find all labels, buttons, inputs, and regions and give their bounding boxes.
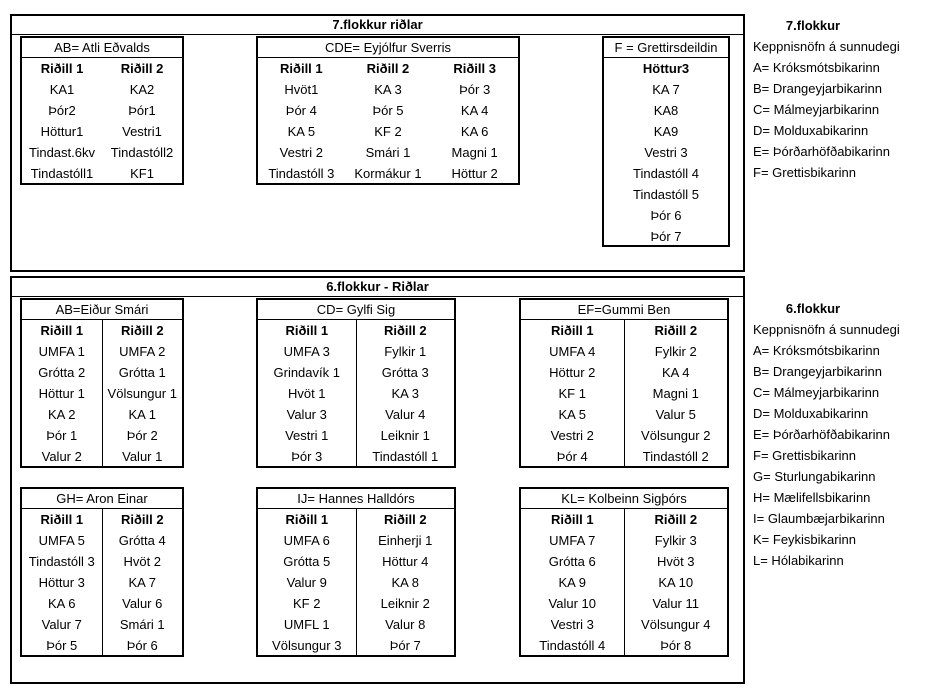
table-row [604, 163, 728, 184]
header-row [521, 509, 727, 530]
table-row [258, 635, 454, 656]
table-row [521, 593, 727, 614]
table-row [604, 121, 728, 142]
team-cell: Valur 5 [655, 407, 696, 422]
team-cell: Þór2 [48, 103, 76, 118]
group-title: F = Grettirsdeildin [604, 38, 728, 58]
team-cell: Valur 11 [652, 596, 699, 611]
team-cell: KF 1 [521, 383, 624, 404]
team-cell: KA 5 [287, 124, 316, 139]
table-row [521, 614, 727, 635]
group-table [22, 509, 182, 656]
table-row [258, 425, 454, 446]
group-title: GH= Aron Einar [22, 489, 182, 509]
team-cell: Grótta 5 [258, 551, 356, 572]
group-title: IJ= Hannes Halldórs [258, 489, 454, 509]
group-title: CD= Gylfi Sig [258, 300, 454, 320]
team-cell: Tindastóll 4 [521, 635, 624, 656]
team-cell: Þór 4 [285, 103, 317, 118]
team-cell: Völsungur 1 [107, 386, 177, 401]
team-cell: Fylkir 1 [384, 344, 427, 359]
column-header: Höttur3 [642, 61, 690, 76]
team-cell: UMFA 6 [258, 530, 356, 551]
team-cell: KA 4 [460, 103, 489, 118]
team-cell: UMFL 1 [258, 614, 356, 635]
team-cell: Valur 10 [521, 593, 624, 614]
group-table [521, 509, 727, 656]
table-row [22, 100, 182, 121]
group-title: KL= Kolbeinn Sigþórs [521, 489, 727, 509]
group-table [258, 320, 454, 467]
legend-7-flokkur [753, 15, 931, 183]
team-cell: KA 5 [521, 404, 624, 425]
team-cell: Grótta 1 [118, 365, 166, 380]
column-header: Riðill 1 [521, 320, 624, 341]
table-row [22, 163, 182, 184]
group-ab-6 [20, 298, 184, 468]
team-cell: UMFA 1 [22, 341, 102, 362]
column-header: Riðill 1 [258, 320, 356, 341]
table-row [22, 121, 182, 142]
team-cell: Valur 7 [22, 614, 102, 635]
table-row [22, 551, 182, 572]
team-cell: Tindast.6kv [29, 145, 95, 160]
team-cell: Völsungur 2 [641, 428, 711, 443]
table-row [22, 530, 182, 551]
team-cell: Tindastóll 5 [633, 187, 699, 202]
team-cell: KA 7 [652, 82, 680, 97]
table-row [521, 530, 727, 551]
table-row [258, 163, 518, 184]
team-cell: Tindastóll 1 [372, 449, 439, 464]
table-row [258, 572, 454, 593]
team-cell: Fylkir 3 [654, 533, 697, 548]
team-cell: Vestri 3 [521, 614, 624, 635]
group-table [22, 320, 182, 467]
legend-item: B= Drangeyjarbikarinn [753, 81, 882, 96]
team-cell: Grótta 4 [118, 533, 166, 548]
table-row [258, 383, 454, 404]
legend-item: Keppnisnöfn á sunnudegi [753, 322, 900, 337]
legend-item: L= Hólabikarinn [753, 553, 844, 568]
team-cell: Vestri 2 [279, 145, 323, 160]
group-cd-6 [256, 298, 456, 468]
team-cell: Valur 9 [258, 572, 356, 593]
team-cell: UMFA 3 [258, 341, 356, 362]
group-f-7 [602, 36, 730, 247]
table-row [22, 362, 182, 383]
table-row [22, 404, 182, 425]
team-cell: Smári 1 [365, 145, 411, 160]
table-row [521, 635, 727, 656]
table-row [22, 614, 182, 635]
team-cell: Hvöt1 [284, 82, 319, 97]
team-cell: Grótta 2 [22, 362, 102, 383]
header-row [22, 509, 182, 530]
group-gh-6 [20, 487, 184, 657]
table-row [521, 425, 727, 446]
legend-item: H= Mælifellsbikarinn [753, 490, 871, 505]
table-row [22, 79, 182, 100]
table-row [521, 572, 727, 593]
team-cell: KA 10 [658, 575, 694, 590]
table-row [521, 551, 727, 572]
team-cell: KA1 [49, 82, 75, 97]
legend-item: D= Molduxabikarinn [753, 123, 869, 138]
team-cell: Leiknir 2 [380, 596, 430, 611]
team-cell: Þór 7 [389, 638, 421, 653]
table-row [22, 383, 182, 404]
team-cell: Einherji 1 [378, 533, 433, 548]
team-cell: Þór 6 [126, 638, 158, 653]
group-title: CDE= Eyjólfur Sverris [258, 38, 518, 58]
team-cell: Tindastóll2 [110, 145, 174, 160]
team-cell: KA 9 [521, 572, 624, 593]
team-cell: KA2 [129, 82, 155, 97]
table-row [521, 383, 727, 404]
group-title: AB=Eiður Smári [22, 300, 182, 320]
table-row [22, 446, 182, 467]
team-cell: Tindastóll 3 [268, 166, 335, 181]
table-row [22, 635, 182, 656]
group-title: AB= Atli Eðvalds [22, 38, 182, 58]
table-row [258, 551, 454, 572]
column-header: Riðill 1 [521, 509, 624, 530]
group-table [521, 320, 727, 467]
team-cell: Þór 7 [650, 229, 682, 244]
table-row [22, 341, 182, 362]
team-cell: Þór 5 [372, 103, 404, 118]
team-cell: KA9 [653, 124, 679, 139]
team-cell: Þór 3 [459, 82, 491, 97]
legend-title: 6.flokkur [785, 301, 841, 316]
table-row [258, 404, 454, 425]
team-cell: Völsungur 3 [258, 635, 356, 656]
table-row [521, 404, 727, 425]
team-cell: Fylkir 2 [654, 344, 697, 359]
team-cell: KA 3 [391, 386, 419, 401]
legend-item: A= Króksmótsbikarinn [753, 60, 880, 75]
legend-item: C= Málmeyjarbikarinn [753, 385, 880, 400]
team-cell: Þór 3 [258, 446, 356, 467]
team-cell: Vestri 2 [521, 425, 624, 446]
team-cell: KA 1 [128, 407, 156, 422]
table-row [258, 341, 454, 362]
column-header: Riðill 1 [22, 320, 102, 341]
team-cell: KA 3 [374, 82, 402, 97]
table-row [258, 593, 454, 614]
table-row [258, 142, 518, 163]
team-cell: KF 2 [374, 124, 402, 139]
team-cell: Höttur1 [40, 124, 84, 139]
column-header: Riðill 3 [453, 61, 496, 76]
team-cell: Valur 3 [258, 404, 356, 425]
team-cell: Tindastóll 4 [633, 166, 699, 181]
table-row [258, 121, 518, 142]
team-cell: UMFA 4 [521, 341, 624, 362]
team-cell: Grótta 6 [521, 551, 624, 572]
table-row [258, 446, 454, 467]
table-row [258, 530, 454, 551]
header-row [258, 320, 454, 341]
team-cell: Valur 6 [122, 596, 163, 611]
group-title: EF=Gummi Ben [521, 300, 727, 320]
legend-item: B= Drangeyjarbikarinn [753, 364, 882, 379]
team-cell: Tindastóll 2 [642, 449, 709, 464]
team-cell: Völsungur 4 [641, 617, 711, 632]
team-cell: KA 7 [128, 575, 156, 590]
column-header: Riðill 1 [258, 509, 356, 530]
table-row [22, 425, 182, 446]
team-cell: KA 4 [662, 365, 690, 380]
team-cell: Höttur 4 [382, 554, 429, 569]
legend-item: E= Þórðarhöfðabikarinn [753, 144, 890, 159]
team-cell: Smári 1 [119, 617, 165, 632]
group-cde-7 [256, 36, 520, 185]
team-cell: KA 2 [22, 404, 102, 425]
header-row [22, 58, 182, 79]
section-6-title: 6.flokkur - Riðlar [12, 278, 743, 297]
legend-item: Keppnisnöfn á sunnudegi [753, 39, 900, 54]
team-cell: Þór 6 [650, 208, 682, 223]
team-cell: Valur 8 [385, 617, 426, 632]
team-cell: KA 6 [22, 593, 102, 614]
group-kl-6 [519, 487, 729, 657]
team-cell: Vestri 1 [258, 425, 356, 446]
table-row [604, 142, 728, 163]
column-header: Riðill 2 [120, 61, 164, 76]
team-cell: Höttur 2 [521, 362, 624, 383]
team-cell: Vestri 3 [644, 145, 688, 160]
column-header: Riðill 2 [383, 323, 427, 338]
team-cell: KA8 [653, 103, 679, 118]
legend-item: C= Málmeyjarbikarinn [753, 102, 880, 117]
team-cell: Grótta 3 [381, 365, 429, 380]
team-cell: Magni 1 [652, 386, 699, 401]
table-row [521, 362, 727, 383]
team-cell: Tindastóll1 [30, 166, 94, 181]
table-row [22, 142, 182, 163]
team-cell: Höttur 1 [22, 383, 102, 404]
table-row [604, 79, 728, 100]
team-cell: UMFA 2 [119, 344, 166, 359]
team-cell: UMFA 5 [22, 530, 102, 551]
table-row [604, 205, 728, 226]
team-cell: KF 2 [258, 593, 356, 614]
group-table [22, 58, 182, 184]
team-cell: Hvöt 2 [123, 554, 162, 569]
team-cell: UMFA 7 [521, 530, 624, 551]
table-row [604, 184, 728, 205]
header-row [521, 320, 727, 341]
column-header: Riðill 2 [654, 512, 698, 527]
table-row [604, 226, 728, 247]
group-ab-7 [20, 36, 184, 185]
legend-title: 7.flokkur [785, 18, 841, 33]
table-row [22, 572, 182, 593]
team-cell: Hvöt 1 [258, 383, 356, 404]
legend-item: E= Þórðarhöfðabikarinn [753, 427, 890, 442]
group-table [258, 509, 454, 656]
section-7-title: 7.flokkur riðlar [12, 16, 743, 35]
column-header: Riðill 2 [654, 323, 698, 338]
group-ef-6 [519, 298, 729, 468]
group-table [604, 58, 728, 247]
team-cell: Höttur 3 [22, 572, 102, 593]
team-cell: Valur 4 [385, 407, 426, 422]
team-cell: Hvöt 3 [656, 554, 695, 569]
team-cell: Valur 1 [122, 449, 163, 464]
legend-6-flokkur [753, 298, 931, 571]
header-row [22, 320, 182, 341]
legend-item: D= Molduxabikarinn [753, 406, 869, 421]
team-cell: KF1 [130, 166, 154, 181]
column-header: Riðill 2 [366, 61, 410, 76]
team-cell: Þór 5 [22, 635, 102, 656]
team-cell: Kormákur 1 [354, 166, 422, 181]
column-header: Riðill 1 [280, 61, 323, 76]
table-row [604, 100, 728, 121]
team-cell: Þór 1 [22, 425, 102, 446]
group-table [258, 58, 518, 184]
table-row [521, 341, 727, 362]
table-row [258, 79, 518, 100]
team-cell: Höttur 2 [451, 166, 498, 181]
legend-item: F= Grettisbikarinn [753, 448, 856, 463]
column-header: Riðill 2 [120, 512, 164, 527]
legend-item: F= Grettisbikarinn [753, 165, 856, 180]
team-cell: Valur 2 [22, 446, 102, 467]
column-header: Riðill 2 [383, 512, 427, 527]
legend-item: K= Feykisbikarinn [753, 532, 856, 547]
header-row [258, 509, 454, 530]
team-cell: KA 6 [460, 124, 489, 139]
team-cell: Þór 4 [521, 446, 624, 467]
table-row [521, 446, 727, 467]
team-cell: Magni 1 [451, 145, 498, 160]
team-cell: Þór1 [128, 103, 156, 118]
column-header: Riðill 2 [120, 323, 164, 338]
column-header: Riðill 1 [40, 61, 84, 76]
header-row [258, 58, 518, 79]
header-row [604, 58, 728, 79]
team-cell: Þór 2 [126, 428, 158, 443]
column-header: Riðill 1 [22, 509, 102, 530]
table-row [22, 593, 182, 614]
group-ij-6 [256, 487, 456, 657]
team-cell: Grindavík 1 [258, 362, 356, 383]
table-row [258, 100, 518, 121]
legend-item: I= Glaumbæjarbikarinn [753, 511, 885, 526]
legend-item: A= Króksmótsbikarinn [753, 343, 880, 358]
table-row [258, 362, 454, 383]
team-cell: KA 8 [391, 575, 419, 590]
table-row [258, 614, 454, 635]
team-cell: Leiknir 1 [380, 428, 430, 443]
team-cell: Vestri1 [122, 124, 162, 139]
legend-item: G= Sturlungabikarinn [753, 469, 876, 484]
team-cell: Tindastóll 3 [22, 551, 102, 572]
team-cell: Þór 8 [660, 638, 692, 653]
